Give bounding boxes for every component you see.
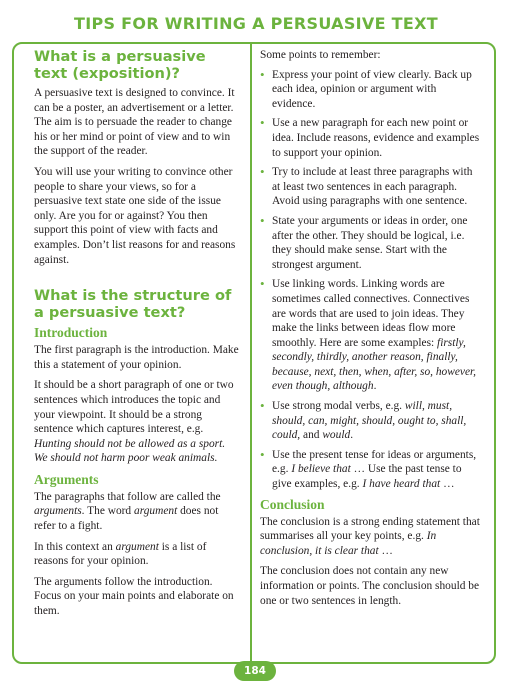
- example-text: Hunting should not be allowed as a sport. We should not harm poor weak animals.: [34, 437, 226, 465]
- paragraph: A persuasive text is designed to convince. It can be a poster, an advertisement or a letter. The aim is to persuade the reader to change his or her mind or point of view and to win the support of the reader.: [34, 87, 235, 158]
- list-item: • Use a new paragraph for each new point or idea. Include reasons, evidence and examples to support your opinion.: [260, 116, 482, 160]
- list-item: • Use the present tense for ideas or arguments, e.g. I believe that … Use the past tense to give examples, e.g. I have heard that …: [260, 448, 482, 492]
- paragraph: In this context an argument is a list of reasons for your opinion.: [34, 540, 207, 568]
- paragraph: The first paragraph is the introduction. Make this a statement of your opinion.: [34, 344, 239, 371]
- list-item: • State your arguments or ideas in order, one after the other. They should be logical, i.e. they should make sense. Start with the strongest argument.: [260, 214, 482, 272]
- left-column: [34, 48, 240, 625]
- page-title: TIPS FOR WRITING A PERSUASIVE TEXT: [74, 14, 438, 33]
- list-item: • Express your point of view clearly. Back up each idea, opinion or argument with evidence.: [260, 68, 482, 112]
- heading-what-is: What is a persuasive text (exposition)?: [34, 48, 206, 82]
- right-column: [260, 48, 482, 614]
- paragraph: The conclusion does not contain any new information or points. The conclusion should be one or two sentences in length.: [260, 565, 480, 607]
- tips-list: [260, 68, 482, 492]
- list-item: • Use linking words. Linking words are sometimes called connectives. Connectives are words that are used to join ideas. They make the links between ideas flow more smoothly. Here are some examples: firstly, secondly, thirdly, another reason, finally, because, next, then, when, after, so, however, even though, although.: [260, 277, 482, 394]
- page-number-badge: 184: [234, 661, 276, 681]
- heading-structure: What is the structure of a persuasive text?: [34, 287, 232, 322]
- paragraph: It should be a short paragraph of one or two sentences which introduces the topic and your viewpoint. It should be a strong sentence which captures interest, e.g. Hunting should not be allowed as a sport. We should not harm poor weak animals.: [34, 379, 234, 465]
- paragraph: The conclusion is a strong ending statement that summarises all your key points, e.g. In conclusion, it is clear that …: [260, 515, 480, 557]
- points-intro: Some points to remember:: [260, 49, 381, 61]
- list-item: • Use strong modal verbs, e.g. will, must, should, can, might, should, ought to, shall, could, and would.: [260, 399, 482, 443]
- paragraph: You will use your writing to convince other people to share your views, so for a persuasive text state one side of the issue only. Are you for or against? You then support this point of view with facts and examples. Don’t list reasons for and reasons against.: [34, 165, 236, 266]
- subheading-conclusion: Conclusion: [260, 496, 325, 512]
- paragraph: The paragraphs that follow are called the arguments. The word argument does not refer to a fight.: [34, 490, 221, 533]
- list-item: • Try to include at least three paragraphs with at least two sentences in each paragraph. Avoid using paragraphs with one sentence.: [260, 165, 482, 209]
- subheading-introduction: Introduction: [34, 325, 108, 341]
- column-divider: [250, 44, 252, 662]
- subheading-arguments: Arguments: [34, 471, 99, 487]
- paragraph: The arguments follow the introduction. Focus on your main points and elaborate on them.: [34, 575, 234, 618]
